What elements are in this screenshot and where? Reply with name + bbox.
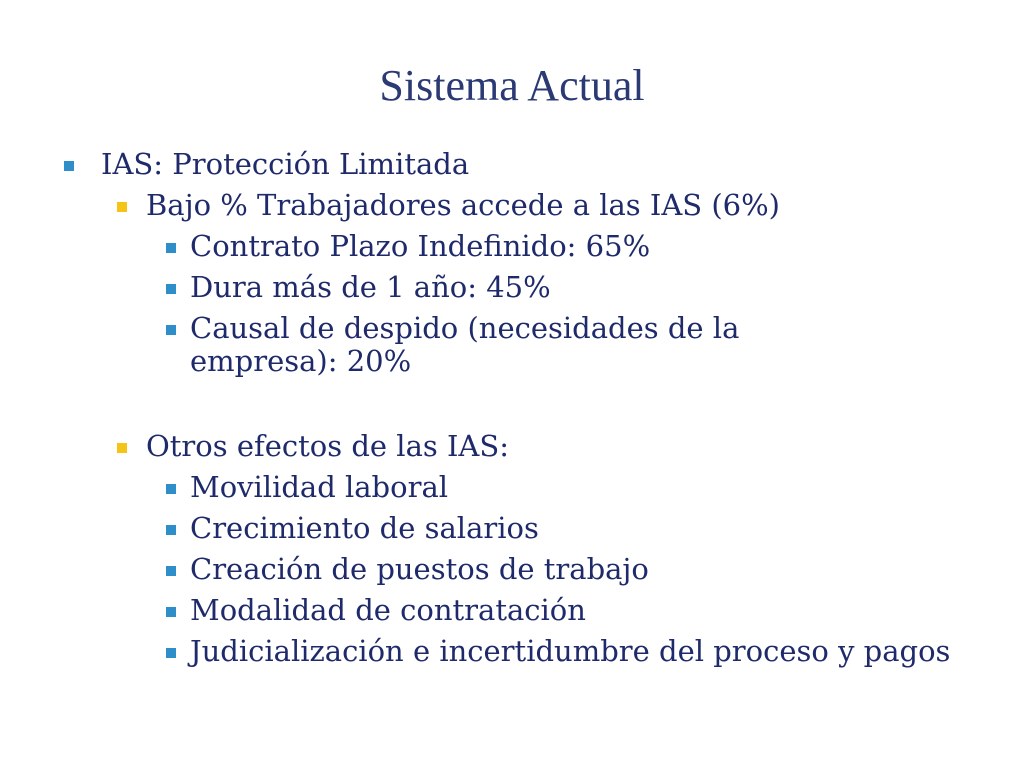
square-bullet-icon — [117, 443, 127, 453]
bullet-item — [0, 512, 830, 545]
bullet-item — [0, 312, 830, 378]
bullet-item — [0, 594, 830, 627]
bullet-text: Bajo % Trabajadores accede a las IAS (6%) — [146, 188, 780, 222]
square-bullet-icon — [64, 161, 74, 171]
bullet-text: Movilidad laboral — [190, 470, 449, 504]
bullet-item — [0, 471, 830, 504]
bullet-item — [0, 271, 830, 304]
square-bullet-icon — [117, 202, 127, 212]
bullet-item — [0, 148, 1024, 181]
bullet-item — [0, 553, 830, 586]
square-bullet-icon — [166, 243, 176, 253]
bullet-item — [0, 635, 990, 668]
square-bullet-icon — [166, 648, 176, 658]
spacer — [0, 386, 1024, 430]
square-bullet-icon — [166, 284, 176, 294]
bullet-text: Dura más de 1 año: 45% — [190, 270, 551, 304]
bullet-text: Otros efectos de las IAS: — [146, 429, 510, 463]
bullet-item — [0, 230, 830, 263]
square-bullet-icon — [166, 484, 176, 494]
square-bullet-icon — [166, 607, 176, 617]
bullet-item — [0, 430, 1024, 463]
bullet-text: Contrato Plazo Indefinido: 65% — [190, 229, 651, 263]
square-bullet-icon — [166, 566, 176, 576]
bullet-list — [0, 148, 1024, 676]
bullet-text: Crecimiento de salarios — [190, 511, 539, 545]
bullet-text: IAS: Protección Limitada — [101, 147, 470, 181]
bullet-text: Judicialización e incertidumbre del proceso y pagos — [190, 634, 951, 668]
square-bullet-icon — [166, 525, 176, 535]
bullet-item — [0, 189, 1024, 222]
bullet-text: Causal de despido (necesidades de la empresa): 20% — [190, 311, 740, 378]
slide-title: Sistema Actual — [379, 61, 645, 110]
square-bullet-icon — [166, 325, 176, 335]
bullet-text: Modalidad de contratación — [190, 593, 586, 627]
bullet-text: Creación de puestos de trabajo — [190, 552, 649, 586]
